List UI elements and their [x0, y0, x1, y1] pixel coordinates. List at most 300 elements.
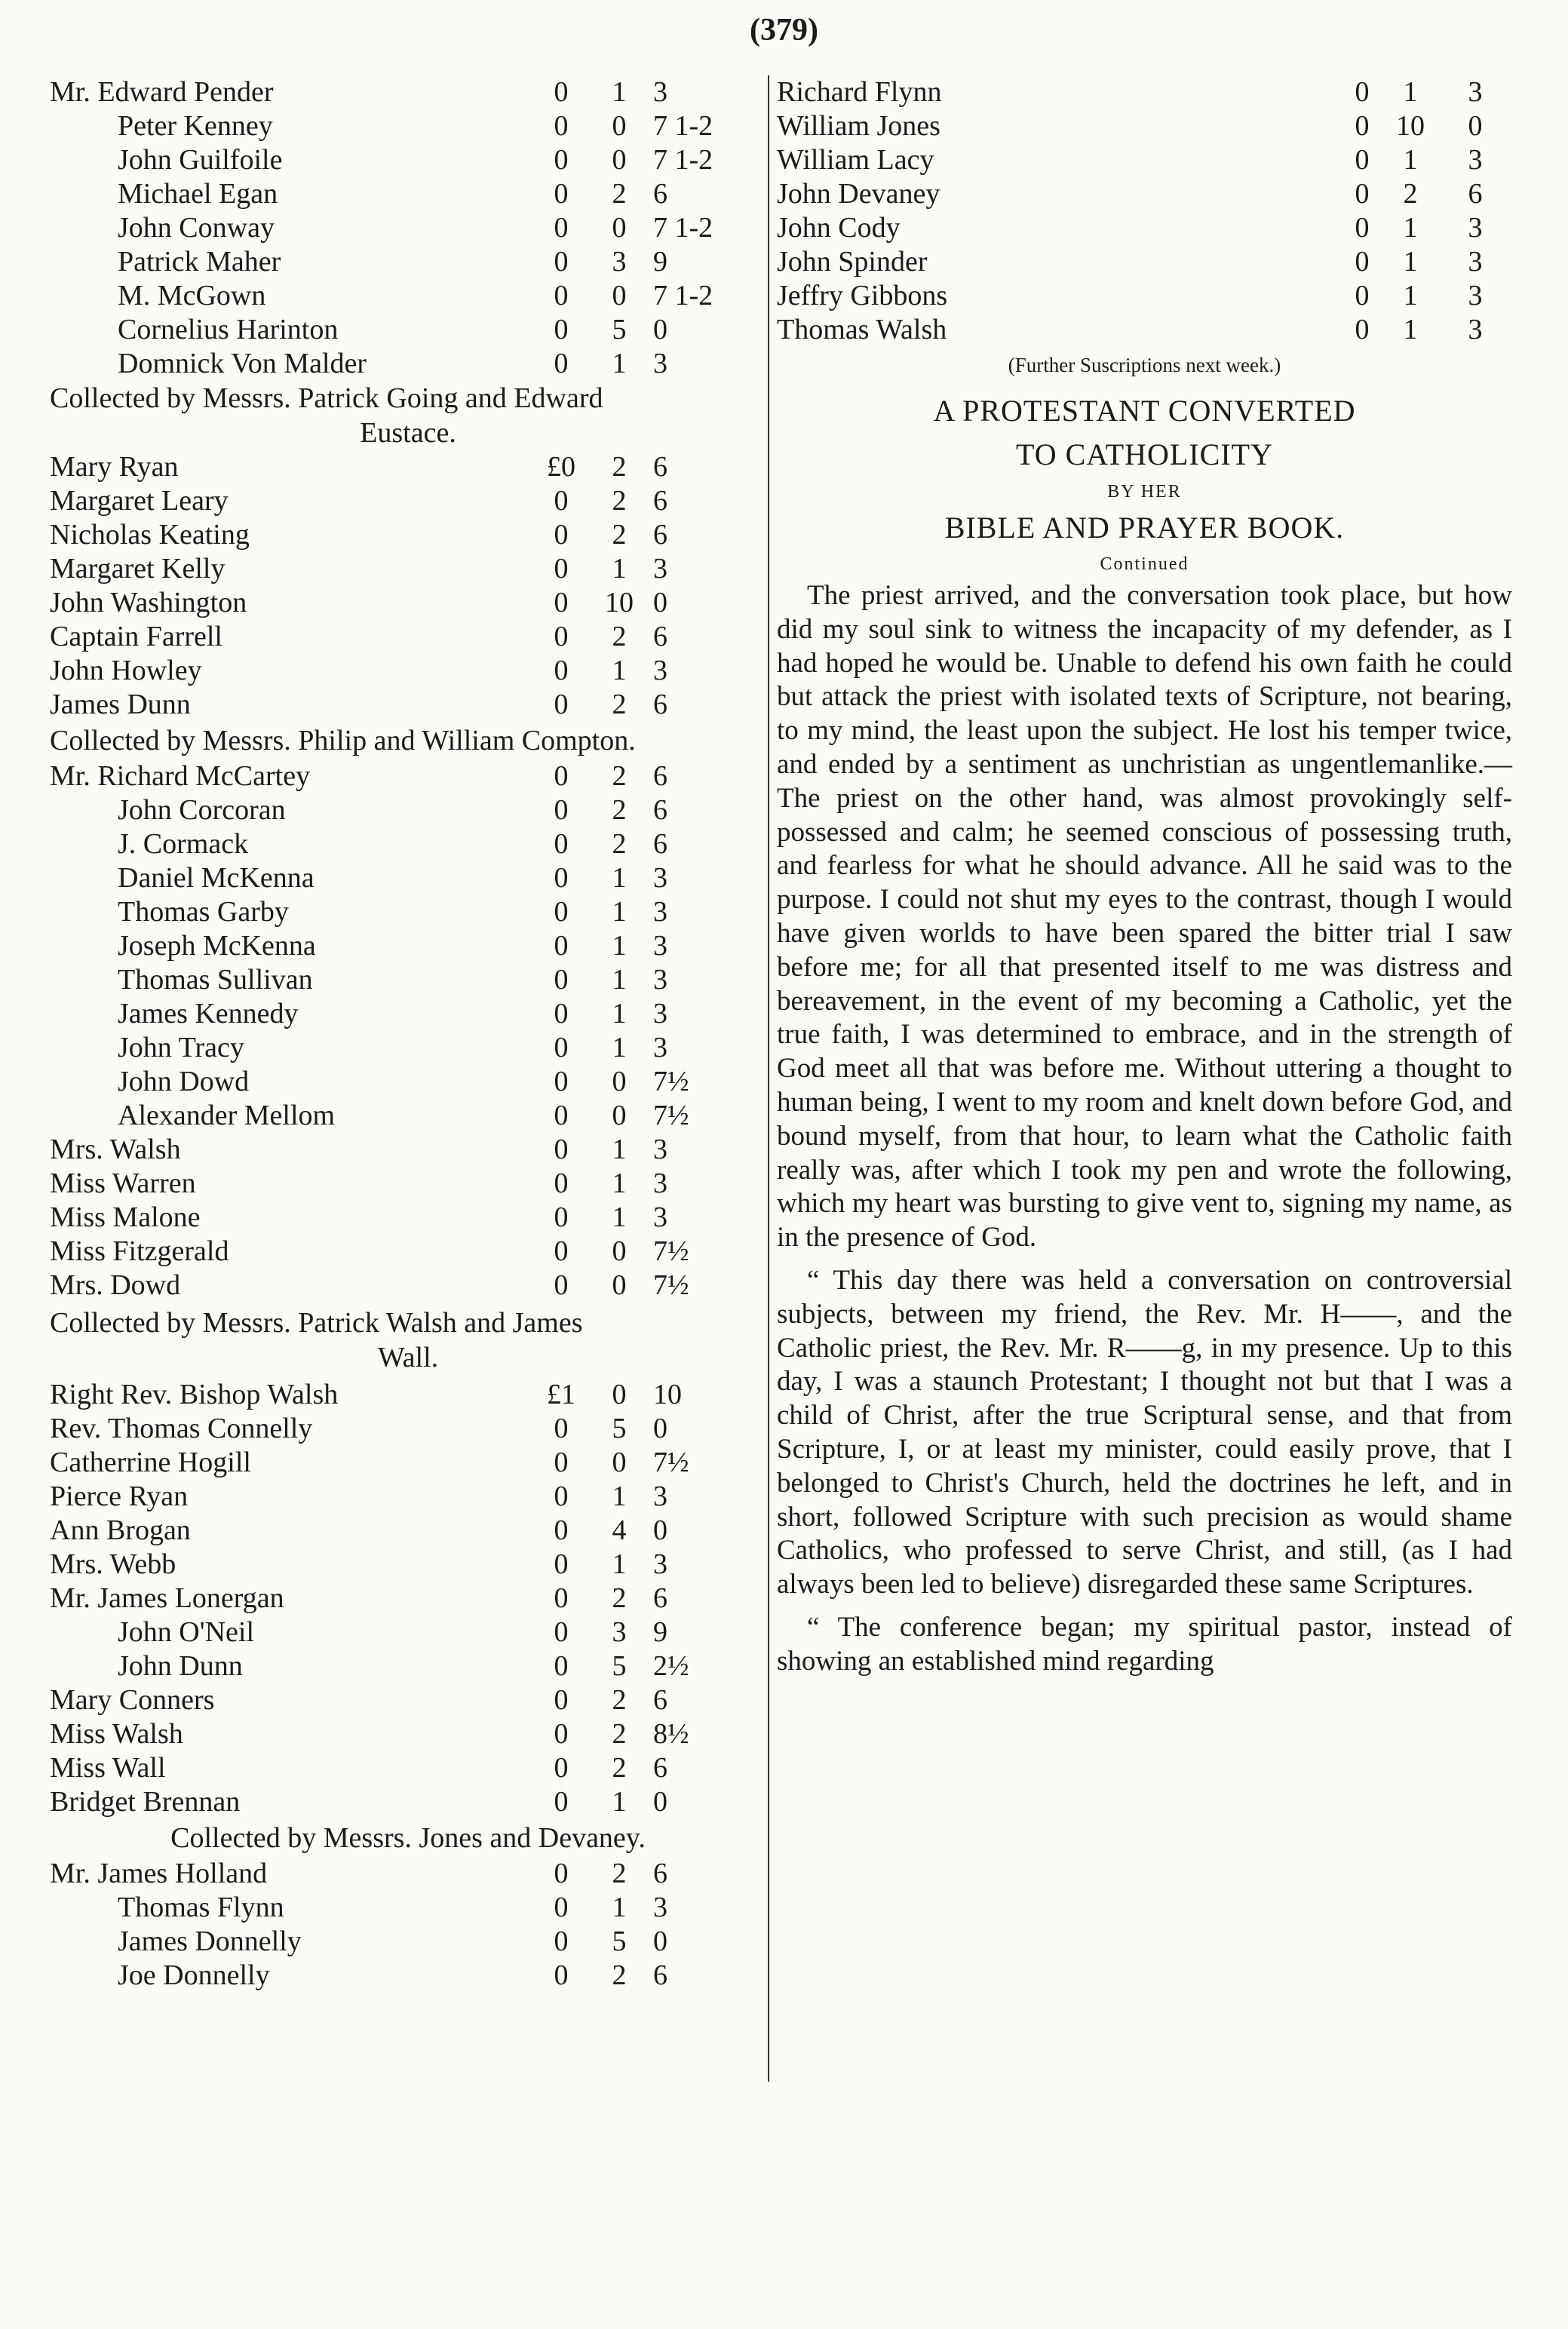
amount-shillings: 1 [1403, 246, 1418, 278]
amount-pence: 3 [653, 1168, 667, 1199]
amount-pounds: 0 [554, 828, 569, 860]
subscriber-name: Thomas Sullivan [118, 964, 313, 996]
amount-shillings: 0 [612, 1066, 627, 1097]
subscription-group-2 [50, 450, 766, 722]
subscriber-row [777, 109, 1512, 143]
amount-shillings: 1 [612, 1168, 627, 1199]
amount-pence: 8½ [653, 1718, 689, 1750]
subscriber-row [50, 211, 766, 245]
amount-pence: 3 [653, 1201, 667, 1233]
subscriber-name: Rev. Thomas Connelly [50, 1413, 313, 1444]
amount-shillings: 1 [612, 655, 627, 686]
amount-pence: 7 1-2 [653, 110, 713, 142]
amount-shillings: 0 [612, 1235, 627, 1267]
amount-shillings: 2 [612, 1684, 627, 1716]
amount-pounds: 0 [554, 212, 569, 244]
subscriber-name: Jeffry Gibbons [777, 280, 948, 311]
amount-pence: 3 [653, 76, 667, 108]
amount-pounds: 0 [1355, 144, 1370, 176]
amount-pence: 3 [653, 1032, 667, 1063]
subscriber-row [50, 1269, 766, 1303]
amount-shillings: 1 [612, 1134, 627, 1165]
amount-pence: 7 1-2 [653, 212, 713, 244]
amount-pounds: 0 [554, 1684, 569, 1716]
amount-pounds: 0 [554, 553, 569, 585]
amount-pounds: 0 [554, 1447, 569, 1478]
subscriber-row [777, 279, 1512, 313]
amount-shillings: 0 [612, 1100, 627, 1131]
amount-pounds: 0 [554, 1925, 569, 1957]
subscriber-row [50, 1514, 766, 1548]
subscriber-name: John Conway [118, 212, 275, 244]
subscriber-name: Nicholas Keating [50, 519, 250, 551]
amount-pounds: 0 [554, 1514, 569, 1546]
subscriber-row [50, 450, 766, 484]
amount-shillings: 1 [1403, 314, 1418, 345]
subscriber-name: Miss Warren [50, 1168, 196, 1199]
subscriber-name: John O'Neil [118, 1616, 255, 1648]
subscriber-row [50, 1412, 766, 1446]
amount-pence: 3 [653, 1892, 667, 1923]
amount-shillings: 10 [1396, 110, 1425, 142]
amount-pounds: 0 [554, 1032, 569, 1063]
subscriber-name: Thomas Garby [118, 896, 289, 928]
subscriber-name: Thomas Flynn [118, 1892, 284, 1923]
amount-shillings: 1 [612, 1892, 627, 1923]
subscriber-name: Mary Conners [50, 1684, 215, 1716]
amount-pence: 3 [1468, 212, 1483, 244]
amount-pence: 7½ [653, 1447, 689, 1478]
subscriber-row [50, 313, 766, 347]
article-paragraph-3: “ The conference began; my spiritual pastor, instead of showing an established mind regarding [777, 1611, 1512, 1677]
subscriber-row [50, 1446, 766, 1480]
amount-shillings: 2 [612, 794, 627, 826]
subscriber-row [50, 143, 766, 177]
amount-shillings: 2 [612, 621, 627, 652]
amount-shillings: 3 [612, 1616, 627, 1648]
subscriber-name: Mrs. Walsh [50, 1134, 181, 1165]
amount-pounds: 0 [554, 964, 569, 996]
amount-pounds: 0 [554, 1413, 569, 1444]
subscriber-name: Patrick Maher [118, 246, 281, 278]
subscriber-row [777, 313, 1512, 347]
amount-shillings: 0 [612, 110, 627, 142]
subscriber-name: Joseph McKenna [118, 930, 316, 962]
subscriber-name: John Washington [50, 587, 247, 618]
amount-shillings: 0 [612, 144, 627, 176]
amount-pence: 0 [653, 1925, 667, 1957]
amount-shillings: 2 [1403, 178, 1418, 210]
subscriber-row [50, 759, 766, 793]
amount-pence: 3 [1468, 76, 1483, 108]
amount-shillings: 2 [612, 1752, 627, 1784]
subscriber-row [50, 997, 766, 1031]
subscriber-row [50, 1717, 766, 1751]
subscription-group-right [777, 75, 1512, 347]
amount-pence: 9 [653, 246, 667, 278]
subscriber-name: John Guilfoile [118, 144, 283, 176]
subscriber-name: William Lacy [777, 144, 934, 176]
subscriber-name: M. McGown [118, 280, 266, 311]
subscription-group-5 [50, 1857, 766, 1993]
subscriber-name: Bridget Brennan [50, 1786, 241, 1818]
amount-pounds: 0 [554, 1892, 569, 1923]
subscriber-row [50, 861, 766, 895]
column-divider [768, 75, 769, 2082]
amount-shillings: 1 [1403, 144, 1418, 176]
amount-shillings: 1 [612, 862, 627, 894]
amount-pence: 3 [653, 896, 667, 928]
amount-shillings: 1 [612, 1786, 627, 1818]
article-paragraph-2: “ This day there was held a conversation on controversial subjects, between my friend, the Rev. Mr. H——, and the Catholic priest, the Rev. Mr. R——g, in my presence. Up to this day, I was a staunch Protestant; I thought not but that I was a child of Christ, after the true Scriptural sense, and that from Scripture, I, or at least my minister, could easily prove, that I belonged to Christ's Church, held the doctrines he left, and in short, followed Scripture with such precision as would shame Catholics, who professed to serve Christ, and still, (as I had always been led to believe) disregarded these same Scriptures. [777, 1264, 1512, 1600]
subscriber-row [50, 1616, 766, 1649]
amount-pence: 6 [653, 1684, 667, 1716]
amount-pounds: 0 [554, 110, 569, 142]
subscriber-row [50, 109, 766, 143]
amount-pounds: 0 [554, 1616, 569, 1648]
amount-pounds: 0 [554, 794, 569, 826]
subscriber-name: Joe Donnelly [118, 1959, 270, 1991]
subscriber-name: Miss Fitzgerald [50, 1235, 229, 1267]
amount-pounds: 0 [554, 998, 569, 1029]
amount-pence: 7½ [653, 1100, 689, 1131]
amount-pounds: 0 [554, 1752, 569, 1784]
subscriber-row [50, 929, 766, 963]
amount-pounds: 0 [1355, 178, 1370, 210]
amount-pence: 6 [653, 689, 667, 720]
amount-pence: 6 [653, 760, 667, 792]
amount-pence: 6 [653, 485, 667, 517]
amount-pounds: 0 [554, 621, 569, 652]
amount-shillings: 2 [612, 828, 627, 860]
subscriber-name: Domnick Von Malder [118, 348, 367, 379]
right-column [777, 75, 1512, 1679]
amount-shillings: 1 [612, 1548, 627, 1580]
subscriber-name: Captain Farrell [50, 621, 222, 652]
amount-pence: 3 [653, 1134, 667, 1165]
subscriber-row [50, 1683, 766, 1717]
amount-pounds: 0 [554, 1481, 569, 1512]
amount-shillings: 1 [612, 1481, 627, 1512]
amount-shillings: 0 [612, 212, 627, 244]
continued-label: Continued [1100, 554, 1189, 574]
collector-heading-jones-devaney: Collected by Messrs. Jones and Devaney. [170, 1822, 646, 1854]
subscriber-name: Thomas Walsh [777, 314, 947, 345]
amount-pounds: 0 [554, 246, 569, 278]
amount-pounds: £0 [547, 451, 575, 483]
amount-shillings: 3 [612, 246, 627, 278]
amount-pence: 6 [653, 621, 667, 652]
amount-shillings: 2 [612, 1582, 627, 1614]
subscriber-row [50, 75, 766, 109]
amount-pounds: 0 [554, 178, 569, 210]
subscriber-row [50, 245, 766, 279]
amount-pence: 3 [653, 655, 667, 686]
amount-pence: 3 [653, 862, 667, 894]
amount-pounds: 0 [1355, 110, 1370, 142]
subscriber-row [50, 1751, 766, 1785]
subscriber-name: Margaret Leary [50, 485, 229, 517]
amount-pounds: 0 [554, 76, 569, 108]
collector-heading-walsh-wall: Collected by Messrs. Patrick Walsh and James Wall. [50, 1307, 583, 1373]
amount-shillings: 0 [612, 1379, 627, 1410]
amount-pence: 6 [653, 1752, 667, 1784]
article-byline: BY HER [1107, 482, 1182, 502]
amount-pounds: 0 [554, 1235, 569, 1267]
amount-pounds: 0 [554, 1168, 569, 1199]
subscriber-row [50, 279, 766, 313]
amount-pounds: 0 [554, 930, 569, 962]
subscriber-name: J. Cormack [118, 828, 249, 860]
subscriber-name: John Corcoran [118, 794, 286, 826]
subscriber-row [50, 1235, 766, 1269]
amount-shillings: 0 [612, 280, 627, 311]
article-title-line-2: TO CATHOLICITY [1015, 437, 1273, 471]
subscriber-row [50, 688, 766, 722]
subscriber-row [50, 1133, 766, 1167]
amount-pence: 6 [653, 828, 667, 860]
amount-shillings: 2 [612, 1959, 627, 1991]
amount-pounds: 0 [554, 348, 569, 379]
amount-pence: 6 [653, 178, 667, 210]
amount-pence: 6 [653, 451, 667, 483]
amount-shillings: 2 [612, 1858, 627, 1889]
amount-pounds: 0 [554, 1269, 569, 1301]
subscriber-name: Richard Flynn [777, 76, 942, 108]
amount-pounds: 0 [554, 519, 569, 551]
amount-pence: 9 [653, 1616, 667, 1648]
subscriber-name: James Dunn [50, 689, 191, 720]
subscriber-row [50, 1201, 766, 1235]
amount-pounds: 0 [554, 689, 569, 720]
subscriber-row [50, 1857, 766, 1891]
subscriber-row [50, 1582, 766, 1616]
amount-pounds: 0 [1355, 314, 1370, 345]
amount-pence: 6 [653, 519, 667, 551]
amount-pence: 2½ [653, 1650, 689, 1682]
subscriber-name: Mr. James Holland [50, 1858, 268, 1889]
subscriber-row [50, 895, 766, 929]
subscriber-row [777, 75, 1512, 109]
subscriber-row [50, 1548, 766, 1582]
amount-pence: 0 [653, 1413, 667, 1444]
subscriber-name: Mrs. Dowd [50, 1269, 181, 1301]
amount-shillings: 1 [1403, 280, 1418, 311]
amount-pence: 3 [653, 1481, 667, 1512]
subscriber-name: Mary Ryan [50, 451, 179, 483]
amount-shillings: 2 [612, 485, 627, 517]
amount-pence: 3 [653, 930, 667, 962]
amount-shillings: 2 [612, 451, 627, 483]
amount-shillings: 1 [612, 553, 627, 585]
collector-heading-going-eustace: Collected by Messrs. Patrick Going and Edward Eustace. [50, 382, 603, 449]
subscriber-row [50, 1065, 766, 1099]
subscriber-name: John Cody [777, 212, 901, 244]
subscriber-row [50, 552, 766, 586]
amount-shillings: 1 [1403, 212, 1418, 244]
subscriber-name: John Howley [50, 655, 202, 686]
amount-pence: 0 [653, 314, 667, 345]
amount-pence: 6 [653, 1582, 667, 1614]
amount-pence: 3 [653, 998, 667, 1029]
subscriber-name: Miss Malone [50, 1201, 201, 1233]
subscriber-row [777, 143, 1512, 177]
subscriber-row [50, 1480, 766, 1514]
subscriber-name: Daniel McKenna [118, 862, 315, 894]
amount-shillings: 5 [612, 1413, 627, 1444]
amount-pounds: 0 [554, 1582, 569, 1614]
left-column [50, 75, 766, 1993]
amount-shillings: 5 [612, 1650, 627, 1682]
amount-pounds: 0 [1355, 280, 1370, 311]
subscriber-row [50, 654, 766, 688]
amount-pounds: 0 [1355, 246, 1370, 278]
amount-pounds: 0 [554, 1066, 569, 1097]
amount-shillings: 1 [612, 348, 627, 379]
subscriber-row [50, 177, 766, 211]
amount-shillings: 5 [612, 1925, 627, 1957]
subscriber-row [777, 245, 1512, 279]
amount-pence: 3 [653, 348, 667, 379]
subscriber-row [50, 1925, 766, 1959]
amount-shillings: 5 [612, 314, 627, 345]
amount-pence: 6 [653, 1858, 667, 1889]
amount-pence: 3 [1468, 280, 1483, 311]
amount-pounds: 0 [554, 587, 569, 618]
amount-shillings: 2 [612, 519, 627, 551]
amount-pence: 6 [653, 1959, 667, 1991]
amount-shillings: 1 [612, 1032, 627, 1063]
amount-pence: 0 [1468, 110, 1483, 142]
amount-pence: 6 [653, 794, 667, 826]
amount-pounds: 0 [554, 1959, 569, 1991]
amount-shillings: 1 [1403, 76, 1418, 108]
subscriber-name: Michael Egan [118, 178, 278, 210]
amount-shillings: 2 [612, 760, 627, 792]
subscriber-name: James Donnelly [118, 1925, 302, 1957]
subscriber-row [50, 586, 766, 620]
amount-pounds: 0 [554, 1786, 569, 1818]
subscriber-row [50, 827, 766, 861]
subscriber-name: John Spinder [777, 246, 928, 278]
subscriber-name: Mr. Edward Pender [50, 76, 274, 108]
subscriber-row [50, 620, 766, 654]
subscriber-name: Margaret Kelly [50, 553, 226, 585]
amount-pence: 0 [653, 587, 667, 618]
amount-pence: 7 1-2 [653, 144, 713, 176]
subscription-group-4 [50, 1378, 766, 1819]
amount-pounds: 0 [554, 1100, 569, 1131]
amount-pounds: 0 [554, 1201, 569, 1233]
page-number: (379) [750, 13, 818, 48]
amount-pence: 0 [653, 1514, 667, 1546]
amount-pounds: 0 [554, 144, 569, 176]
amount-shillings: 0 [612, 1269, 627, 1301]
subscriber-name: John Dowd [118, 1066, 250, 1097]
amount-pounds: 0 [554, 1548, 569, 1580]
amount-shillings: 2 [612, 178, 627, 210]
amount-pounds: 0 [554, 1718, 569, 1750]
subscriber-name: Miss Walsh [50, 1718, 183, 1750]
collector-heading-compton: Collected by Messrs. Philip and William Compton. [50, 725, 636, 756]
amount-pence: 7 1-2 [653, 280, 713, 311]
amount-pence: 10 [653, 1379, 682, 1410]
subscriber-name: Mr. James Lonergan [50, 1582, 284, 1614]
article-title-line-1: A PROTESTANT CONVERTED [933, 394, 1356, 428]
article-title-line-3: BIBLE AND PRAYER BOOK. [944, 511, 1345, 545]
amount-pence: 6 [1468, 178, 1483, 210]
amount-shillings: 2 [612, 1718, 627, 1750]
subscriber-row [50, 1785, 766, 1819]
subscriber-row [50, 1378, 766, 1412]
amount-pounds: 0 [554, 485, 569, 517]
subscriber-name: Ann Brogan [50, 1514, 191, 1546]
subscriber-row [50, 793, 766, 827]
amount-pence: 3 [1468, 144, 1483, 176]
amount-pounds: 0 [1355, 76, 1370, 108]
subscriber-row [50, 484, 766, 518]
subscriber-name: John Dunn [118, 1650, 243, 1682]
amount-pence: 3 [1468, 314, 1483, 345]
amount-pounds: £1 [547, 1379, 575, 1410]
subscriber-name: Mrs. Webb [50, 1548, 176, 1580]
amount-shillings: 0 [612, 1447, 627, 1478]
subscriber-row [50, 518, 766, 552]
amount-pounds: 0 [554, 1650, 569, 1682]
subscriber-row [777, 177, 1512, 211]
subscriber-row [50, 1891, 766, 1925]
subscriber-row [50, 347, 766, 381]
amount-pence: 7½ [653, 1269, 689, 1301]
amount-shillings: 10 [605, 587, 634, 618]
amount-pounds: 0 [554, 280, 569, 311]
subscriber-row [50, 963, 766, 997]
subscriber-row [50, 1031, 766, 1065]
subscriber-row [50, 1959, 766, 1993]
subscriber-name: Alexander Mellom [118, 1100, 336, 1131]
subscriber-name: Peter Kenney [118, 110, 273, 142]
subscriber-row [50, 1167, 766, 1201]
amount-pence: 3 [653, 1548, 667, 1580]
amount-shillings: 4 [612, 1514, 627, 1546]
amount-shillings: 1 [612, 930, 627, 962]
subscriber-row [50, 1649, 766, 1683]
subscriber-row [50, 1099, 766, 1133]
amount-pounds: 0 [554, 760, 569, 792]
amount-shillings: 1 [612, 1201, 627, 1233]
subscriber-name: Right Rev. Bishop Walsh [50, 1379, 339, 1410]
subscriber-name: William Jones [777, 110, 940, 142]
article-paragraph-1: The priest arrived, and the conversation took place, but how did my soul sink to witness the incapacity of my defender, as I had hoped he would be. Unable to defend his own faith he could but attack the priest with isolated texts of Scripture, not bearing, to my mind, the least upon the subject. He lost his temper twice, and ended by a sentiment as unchristian as ungentlemanlike.— The priest on the other hand, was almost provokingly self-possessed and calm; he seemed conscious of possessing truth, and fearless for what he should advance. All he said was to the purpose. I could not shut my eyes to the contrast, though I would have given worlds to have been spared the bitter trial I saw before me; for all that presented itself to me was distress and bereavement, in the event of my becoming a Catholic, yet the true faith, I was determined to embrace, and in the strength of God meet all that was before me. Without uttering a thought to human being, I went to my room and knelt down before God, and bound myself, from that hour, to learn what the Catholic faith really was, after which I took my pen and wrote the following, which my heart was bursting to give vent to, signing my name, as in the presence of God. [777, 580, 1512, 1253]
subscriber-name: John Tracy [118, 1032, 244, 1063]
subscriber-name: Catherrine Hogill [50, 1447, 251, 1478]
subscriber-name: James Kennedy [118, 998, 299, 1029]
subscriber-row [777, 211, 1512, 245]
amount-pounds: 0 [554, 655, 569, 686]
amount-pounds: 0 [554, 1134, 569, 1165]
amount-pounds: 0 [554, 1858, 569, 1889]
further-subscriptions-note: (Further Suscriptions next week.) [1008, 354, 1281, 376]
amount-pence: 3 [653, 964, 667, 996]
subscriber-name: John Devaney [777, 178, 940, 210]
amount-shillings: 1 [612, 998, 627, 1029]
amount-pence: 3 [653, 553, 667, 585]
amount-shillings: 1 [612, 964, 627, 996]
subscriber-name: Cornelius Harinton [118, 314, 339, 345]
amount-shillings: 2 [612, 689, 627, 720]
amount-pounds: 0 [554, 314, 569, 345]
subscription-group-1 [50, 75, 766, 381]
